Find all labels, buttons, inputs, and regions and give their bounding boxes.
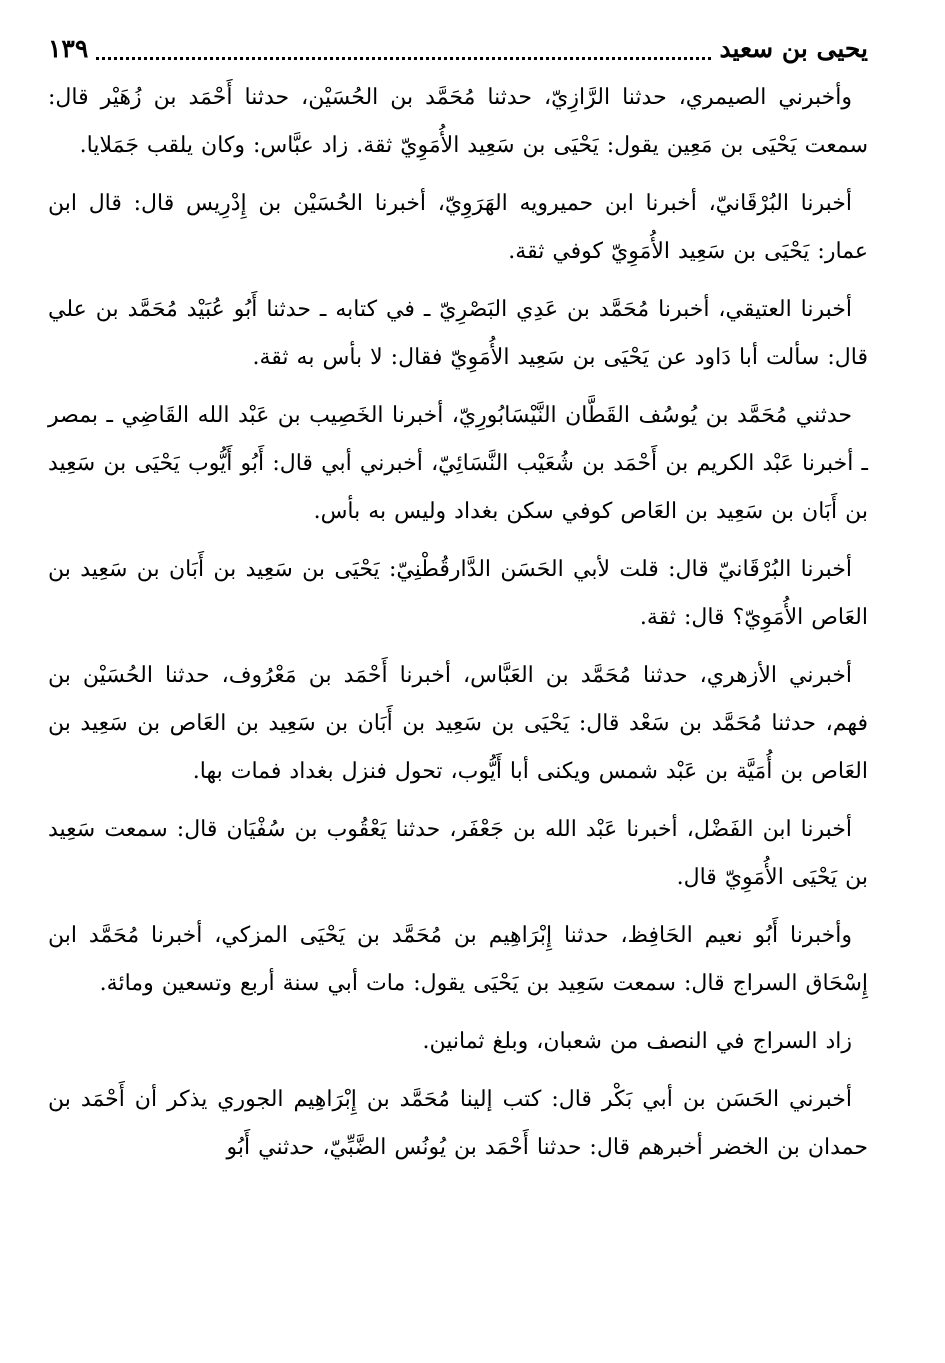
paragraph: أخبرنا البُرْقَانيّ قال: قلت لأبي الحَسَن الدَّارقُطْنِيّ: يَحْيَى بن سَعِيد بن أَبَان بن سَعِيد بن العَاص الأُمَوِيّ؟ قال: ثقة. — [48, 557, 868, 630]
paragraph: أخبرنا البُرْقَانيّ، أخبرنا ابن حميرويه الهَرَوِيّ، أخبرنا الحُسَيْن بن إِدْرِيس قال: قال ابن عمار: يَحْيَى بن سَعِيد الأُمَوِيّ كوفي ثقة. — [48, 191, 868, 264]
body-text — [48, 74, 868, 1172]
paragraph: وأخبرنا أَبُو نعيم الحَافِظ، حدثنا إِبْرَاهِيم بن مُحَمَّد بن يَحْيَى المزكي، أخبرنا مُحَمَّد ابن إِسْحَاق السراج قال: سمعت سَعِيد بن يَحْيَى يقول: مات أبي سنة أربع وتسعين ومائة. — [48, 923, 868, 996]
chapter-title: يحيى بن سعيد — [719, 34, 868, 63]
paragraph: أخبرني الحَسَن بن أبي بَكْر قال: كتب إلينا مُحَمَّد بن إِبْرَاهِيم الجوري يذكر أن أَحْمَد بن حمدان بن الخضر أخبرهم قال: حدثنا أَحْمَد بن يُونُس الضَّبِّيّ، حدثني أَبُو — [48, 1087, 868, 1160]
paragraph: أخبرنا ابن الفَضْل، أخبرنا عَبْد الله بن جَعْفَر، حدثنا يَعْقُوب بن سُفْيَان قال: سمعت سَعِيد بن يَحْيَى الأُمَوِيّ قال. — [48, 817, 868, 890]
running-header — [48, 34, 868, 68]
paragraph: حدثني مُحَمَّد بن يُوسُف القَطَّان النَّيْسَابُورِيّ، أخبرنا الخَصِيب بن عَبْد الله القَاضِي ـ بمصر ـ أخبرنا عَبْد الكريم بن أَحْمَد بن شُعَيْب النَّسَائِيّ، أخبرني أبي قال: أَبُو أَيُّوب يَحْيَى بن سَعِيد بن أَبَان بن سَعِيد بن العَاص كوفي سكن بغداد وليس به بأس. — [48, 403, 868, 524]
dotted-leader — [96, 43, 711, 60]
paragraph: زاد السراج في النصف من شعبان، وبلغ ثمانين. — [422, 1029, 852, 1054]
document-page — [48, 34, 868, 1334]
paragraph: أخبرني الأزهري، حدثنا مُحَمَّد بن العَبَّاس، أخبرنا أَحْمَد بن مَعْرُوف، حدثنا الحُسَيْن بن فهم، حدثنا مُحَمَّد بن سَعْد قال: يَحْيَى بن سَعِيد بن أَبَان بن سَعِيد بن العَاص بن سَعِيد بن العَاص بن أُمَيَّة بن عَبْد شمس ويكنى أبا أَيُّوب، تحول فنزل بغداد فمات بها. — [48, 663, 868, 784]
paragraph: وأخبرني الصيمري، حدثنا الرَّازِيّ، حدثنا مُحَمَّد بن الحُسَيْن، حدثنا أَحْمَد بن زُهَيْر قال: سمعت يَحْيَى بن مَعِين يقول: يَحْيَى بن سَعِيد الأُمَوِيّ ثقة. زاد عبَّاس: وكان يلقب جَمَلايا. — [48, 85, 868, 158]
paragraph: أخبرنا العتيقي، أخبرنا مُحَمَّد بن عَدِي البَصْرِيّ ـ في كتابه ـ حدثنا أَبُو عُبَيْد مُحَمَّد بن علي قال: سألت أبا دَاود عن يَحْيَى بن سَعِيد الأُمَوِيّ فقال: لا بأس به ثقة. — [48, 297, 868, 370]
page-number: ١٣٩ — [48, 34, 89, 63]
